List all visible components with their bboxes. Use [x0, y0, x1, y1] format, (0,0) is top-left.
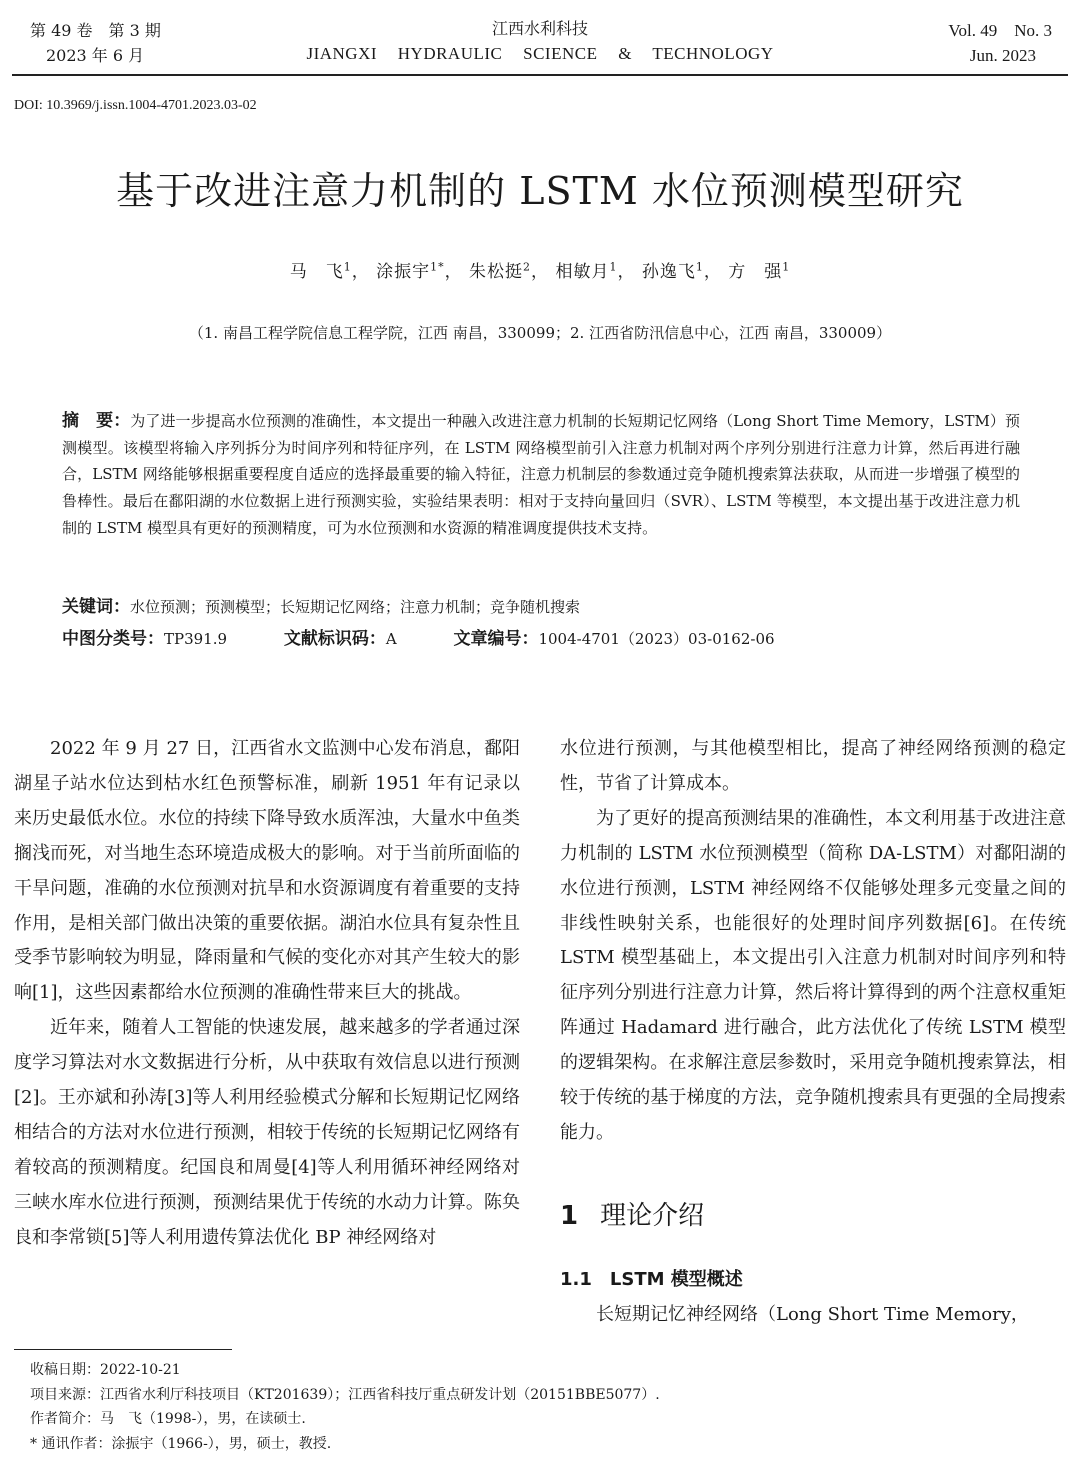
doi[interactable]: DOI: 10.3969/j.issn.1004-4701.2023.03-02 [14, 98, 257, 113]
paper-title: 基于改进注意力机制的 LSTM 水位预测模型研究 [116, 169, 964, 213]
author: 朱松挺$^2$ [469, 260, 532, 282]
clc-number: 中图分类号：TP391.9 [62, 629, 228, 649]
keywords-label: 关键词： [62, 597, 130, 617]
paragraph: 为了更好的提高预测结果的准确性，本文利用基于改进注意力机制的 LSTM 水位预测模型（简称 DA-LSTM）对鄱阳湖的水位进行预测，LSTM 神经网络不仅能够处理多元变量之间的非线性映射关系，也能很好的处理时间序列数据[6]。在传统 LSTM 模型基础上，本文提出引入注意力机制对时间序列和特征序列分别进行注意力计算，然后将计算得到的两个注意权重矩阵通过 Hadamard 进行融合，此方法优化了传统 LSTM 模型的逻辑架构。在求解注意层参数时，采用竞争随机搜索算法，相较于传统的基于梯度的方法，竞争随机搜索具有更强的全局搜索能力。 [560, 807, 1066, 1143]
paragraph: 2022 年 9 月 27 日，江西省水文监测中心发布消息，鄱阳湖星子站水位达到枯水红色预警标准，刷新 1951 年有记录以来历史最低水位。水位的持续下降导致水质浑浊，大量水中鱼类搁浅而死，对当地生态环境造成极大的影响。对于当前所面临的干旱问题，准确的水位预测对抗旱和水资源调度有着重要的支持作用，是相关部门做出决策的重要依据。湖泊水位具有复杂性且受季节影响较为明显，降雨量和气候的变化亦对其产生较大的影响[1]，这些因素都给水位预测的准确性带来巨大的挑战。 [14, 738, 520, 1004]
body-left-column [14, 732, 520, 1256]
classification-line [62, 624, 1022, 649]
author: 马 飞$^1$ [289, 260, 352, 282]
abstract-text: 为了进一步提高水位预测的准确性，本文提出一种融入改进注意力机制的长短期记忆网络（Long Short Time Memory，LSTM）预测模型。该模型将输入序列拆分为时间序列和特征序列，在 LSTM 网络模型前引入注意力机制对两个序列分别进行注意力计算，然后再进行融合，LSTM 网络能够根据重要程度自适应的选择最重要的输入特征，注意力机制层的参数通过竞争随机搜索算法获取，从而进一步增强了模型的鲁棒性。最后在鄱阳湖的水位数据上进行预测实验，实验结果表明：相对于支持向量回归（SVR）、LSTM 等模型，本文提出基于改进注意力机制的 LSTM 模型具有更好的预测精度，可为水位预测和水资源的精准调度提供技术支持。 [62, 412, 1021, 537]
funding: 项目来源：江西省水利厅科技项目（KT201639）；江西省科技厅重点研发计划（20151BBE5077）. [30, 1386, 660, 1403]
article-number: 文章编号：1004-4701（2023）03-0162-06 [453, 629, 775, 649]
issue-date: 2023 年 6 月 [46, 46, 145, 65]
author: 孙逸飞$^1$ [641, 260, 704, 282]
document-code: 文献标识码：A [283, 629, 397, 649]
volume-issue: 第 49 卷 第 3 期 [30, 21, 161, 40]
issue-date-en: Jun. 2023 [969, 46, 1036, 65]
author-bio: 作者简介：马 飞（1998-），男，在读硕士. [30, 1411, 306, 1427]
subsection-text [560, 1298, 1066, 1333]
section-heading: 1 理论介绍 [560, 1201, 705, 1231]
header-divider [12, 74, 1068, 76]
paragraph: 长短期记忆神经网络（Long Short Time Memory， [596, 1304, 1029, 1325]
footnote-divider [14, 1349, 232, 1350]
body-right-column [560, 732, 1066, 1151]
keywords [62, 592, 580, 617]
abstract-label: 摘 要： [62, 411, 131, 431]
author: 涂振宇$^{1*}$ [376, 260, 445, 282]
subsection-heading: 1.1 LSTM 模型概述 [560, 1269, 743, 1290]
corresponding-author: * 通讯作者：涂振宇（1966-），男，硕士，教授. [30, 1435, 332, 1452]
volume-issue-en: Vol. 49 No. 3 [948, 21, 1052, 40]
keywords-text: 水位预测；预测模型；长短期记忆网络；注意力机制；竞争随机搜索 [130, 598, 581, 616]
received-date: 收稿日期：2022-10-21 [30, 1362, 181, 1378]
journal-name-en: JIANGXI HYDRAULIC SCIENCE & TECHNOLOGY [306, 44, 774, 63]
author-list: 马 飞$^1$， 涂振宇$^{1*}$， 朱松挺$^2$， 相敏月$^1$， 孙逸飞$^1$， 方 强$^1$ [289, 260, 791, 282]
journal-name [0, 18, 1080, 68]
paragraph: 水位进行预测，与其他模型相比，提高了神经网络预测的稳定性，节省了计算成本。 [560, 738, 1066, 794]
journal-name-cn: 江西水利科技 [491, 19, 588, 38]
footnotes [30, 1358, 660, 1456]
author: 相敏月$^1$ [555, 260, 618, 282]
author: 方 强$^1$ [728, 260, 791, 282]
affiliations: （1. 南昌工程学院信息工程学院，江西 南昌，330099；2. 江西省防汛信息中心，江西 南昌，330009） [188, 324, 892, 342]
abstract [62, 408, 1020, 542]
paragraph: 近年来，随着人工智能的快速发展，越来越多的学者通过深度学习算法对水文数据进行分析，从中获取有效信息以进行预测[2]。王亦斌和孙涛[3]等人利用经验模式分解和长短期记忆网络相结合的方法对水位进行预测，相较于传统的长短期记忆网络有着较高的预测精度。纪国良和周曼[4]等人利用循环神经网络对三峡水库水位进行预测，预测结果优于传统的水动力计算。陈奂良和李常锁[5]等人利用遗传算法优化 BP 神经网络对 [14, 1017, 520, 1248]
journal-issue-info-en [948, 18, 1052, 68]
